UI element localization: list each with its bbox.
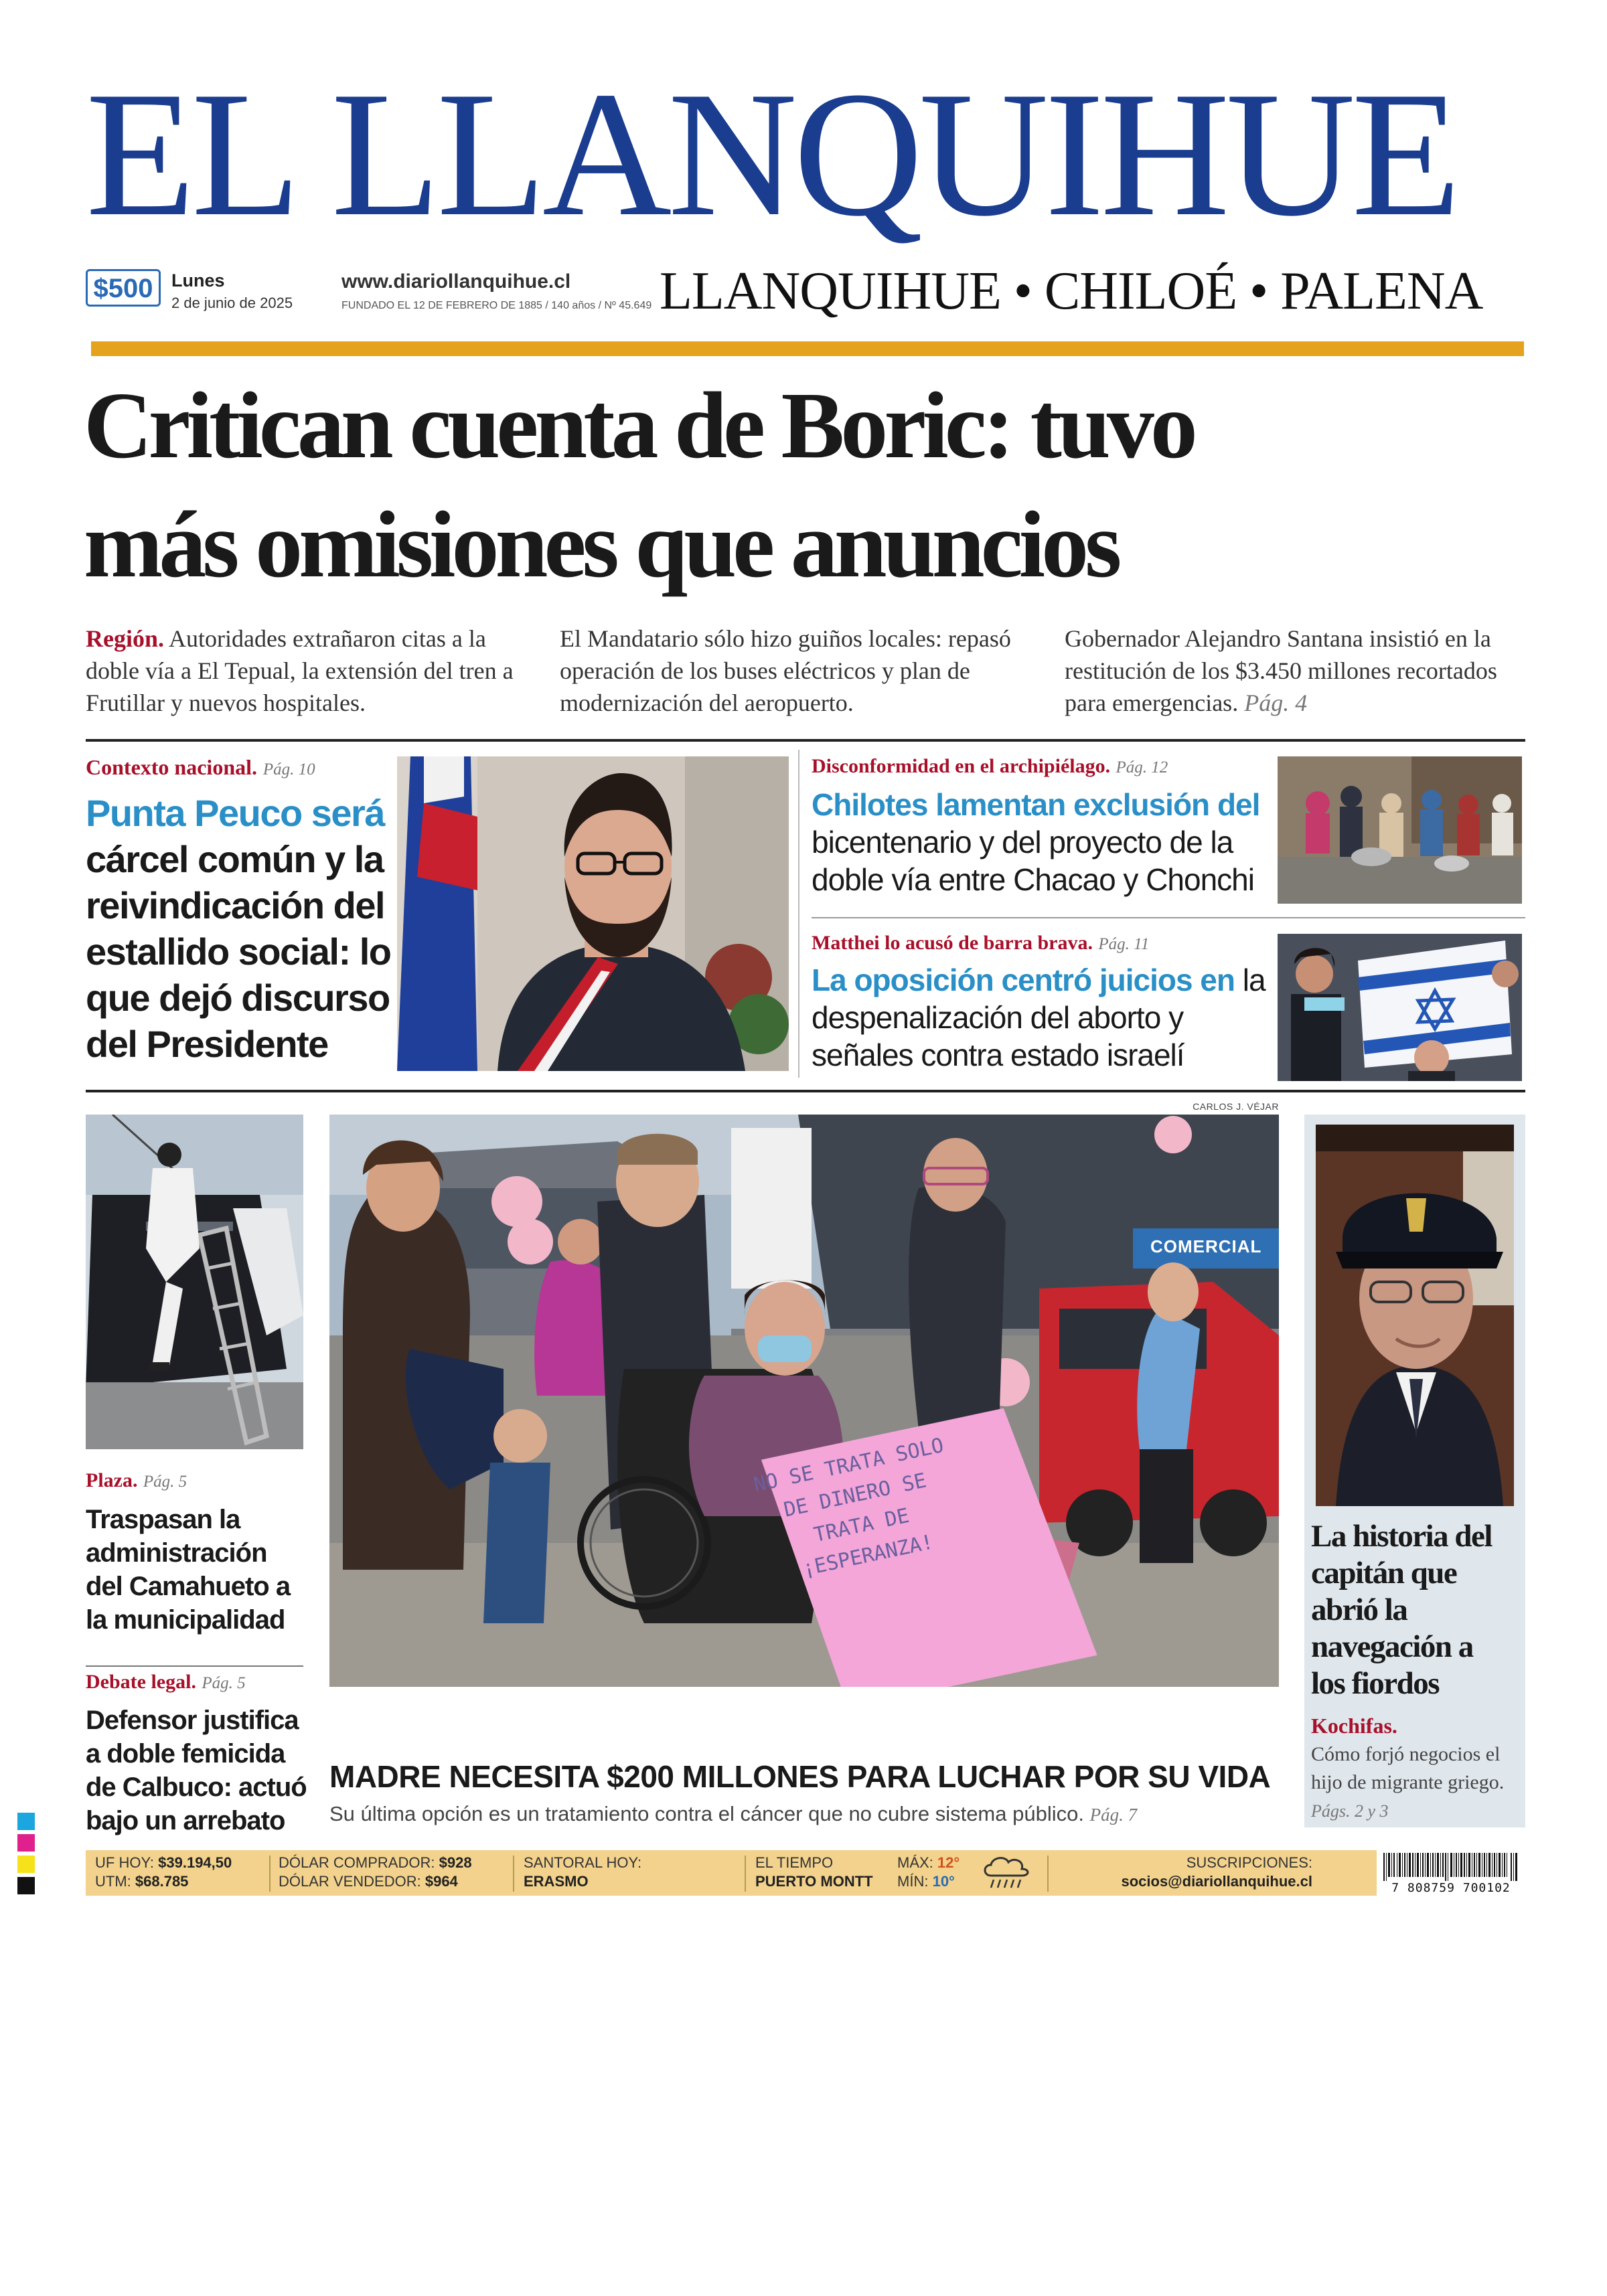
tiempo-label (755, 1854, 833, 1872)
reg-black (17, 1877, 35, 1894)
lead-col-3 (1065, 623, 1527, 719)
lead-col-1 (86, 623, 528, 719)
peuco-headline (86, 790, 394, 1067)
chilotes-headline-rest: bicentenario y del proyecto de la doble vía entre Chacao y Chonchi (812, 825, 1254, 897)
plaza-kicker-line (86, 1469, 187, 1492)
oposicion-kicker: Matthei lo acusó de barra brava. (812, 932, 1093, 954)
santoral-value: ERASMO (524, 1873, 589, 1890)
tiempo-city: PUERTO MONTT (755, 1873, 873, 1890)
orange-rule (91, 341, 1524, 356)
main-subtitle: Su última opción es un tratamiento contra el cáncer que no cubre sistema público. (329, 1802, 1084, 1825)
uf-line (95, 1854, 232, 1872)
protest-sign: NO SE TRATA SOLO DE DINERO SE TRATA DE ¡ESPERANZA! (751, 1433, 946, 1581)
subs-email[interactable]: socios@diariollanquihue.cl (1121, 1873, 1312, 1890)
storefront-sign: COMERCIAL (1150, 1236, 1262, 1256)
photo-main (329, 1115, 1279, 1687)
lead-headline-2: más omisiones que anuncios (84, 491, 1118, 597)
subs-label (1098, 1854, 1312, 1872)
reg-yellow (17, 1856, 35, 1873)
chilotes-kicker-line (812, 755, 1168, 778)
peuco-page: Pág. 10 (262, 760, 315, 778)
photo-credit: CARLOS J. VÉJAR (1193, 1101, 1279, 1112)
rule-lead (86, 739, 1525, 742)
dolar-vendedor-label: DÓLAR VENDEDOR: (279, 1873, 421, 1890)
issue-day: Lunes (171, 270, 225, 291)
issue-date: 2 de junio de 2025 (171, 295, 293, 311)
uf-label: UF HOY: (95, 1854, 155, 1871)
peuco-headline-rest: cárcel común y la reivindicación del estallido social: lo que dejó discurso del Presidente (86, 838, 391, 1065)
uf-value: $39.194,50 (158, 1854, 232, 1871)
price: $500 (93, 274, 153, 303)
regions: LLANQUIHUE • CHILOÉ • PALENA (660, 262, 1483, 321)
registration-marks (17, 1813, 35, 1896)
lead-col-3-page: Pág. 4 (1244, 689, 1308, 716)
plaza-page: Pág. 5 (143, 1473, 187, 1491)
santoral-label-text: SANTORAL HOY: (524, 1854, 642, 1871)
founded-line: FUNDADO EL 12 DE FEBRERO DE 1885 / 140 años / Nº 45.649 (341, 300, 652, 311)
dolar-comprador-line (279, 1854, 472, 1872)
capitan-headline: La historia del capitán que abrió la navegación a los fiordos (1311, 1519, 1492, 1701)
masthead-title: EL LLANQUIHUE (86, 54, 1458, 253)
reg-magenta (17, 1834, 35, 1852)
lead-col-1-kicker: Región. (86, 625, 164, 652)
max-line (897, 1854, 960, 1872)
photo-boric (397, 756, 789, 1071)
min-label: MÍN: (897, 1873, 929, 1890)
photo-capitan (1316, 1125, 1514, 1506)
dolar-vendedor-line (279, 1872, 458, 1890)
chilotes-headline (812, 786, 1280, 898)
dolar-comprador-value: $928 (439, 1854, 472, 1871)
photo-chilotes (1278, 756, 1522, 904)
chilotes-headline-blue: Chilotes lamentan exclusión del (812, 787, 1260, 822)
main-page: Pág. 7 (1089, 1805, 1138, 1825)
bar-sep-2 (513, 1856, 514, 1892)
subs-label-text: SUSCRIPCIONES: (1186, 1854, 1312, 1871)
min-value: 10° (932, 1873, 955, 1890)
bar-sep-3 (745, 1856, 746, 1892)
max-label: MÁX: (897, 1854, 933, 1871)
lead-headline-1: Critican cuenta de Boric: tuvo (84, 372, 1194, 478)
utm-label: UTM: (95, 1873, 131, 1890)
rule-left (86, 1665, 303, 1667)
utm-value: $68.785 (135, 1873, 189, 1890)
website[interactable]: www.diariollanquihue.cl (341, 270, 571, 293)
rain-cloud-icon (979, 1853, 1032, 1892)
capitan-page: Págs. 2 y 3 (1311, 1801, 1389, 1821)
dolar-comprador-label: DÓLAR COMPRADOR: (279, 1854, 435, 1871)
oposicion-page: Pág. 11 (1098, 935, 1150, 953)
plaza-headline: Traspasan la administración del Camahueto a la municipalidad (86, 1505, 291, 1635)
reg-cyan (17, 1813, 35, 1830)
debate-kicker: Debate legal. (86, 1671, 196, 1693)
barcode (1383, 1853, 1517, 1881)
bar-sep-1 (269, 1856, 271, 1892)
price-box (86, 269, 161, 307)
rule-right-mid (812, 917, 1525, 918)
max-value: 12° (937, 1854, 960, 1871)
photo-camahueto (86, 1115, 303, 1449)
dolar-vendedor-value: $964 (425, 1873, 458, 1890)
peuco-headline-blue: Punta Peuco será (86, 792, 384, 834)
chilotes-kicker: Disconformidad en el archipiélago. (812, 755, 1111, 777)
lead-col-3-text: Gobernador Alejandro Santana insistió en la restitución de los $3.450 millones recortados para emergencias. (1065, 625, 1497, 716)
peuco-kicker-line (86, 755, 315, 780)
lead-col-1-text: Autoridades extrañaron citas a la doble vía a El Tepual, la extensión del tren a Frutillar y nuevos hospitales. (86, 625, 514, 716)
oposicion-headline-rest: la despenalización del aborto y señales contra estado israelí (812, 963, 1266, 1072)
main-subtitle-line (329, 1801, 1287, 1828)
debate-headline: Defensor justifica a doble femicida de Calbuco: actuó bajo un arrebato (86, 1706, 307, 1835)
capitan-text (1311, 1740, 1512, 1825)
min-line (897, 1872, 955, 1890)
debate-page: Pág. 5 (202, 1674, 246, 1692)
tiempo-label-text: EL TIEMPO (755, 1854, 834, 1871)
oposicion-kicker-line (812, 932, 1149, 955)
santoral-label (524, 1854, 641, 1872)
bar-sep-4 (1047, 1856, 1049, 1892)
debate-kicker-line (86, 1671, 246, 1694)
oposicion-headline (812, 961, 1280, 1074)
barcode-number: 7 808759 700102 (1391, 1881, 1511, 1895)
capitan-kicker: Kochifas. (1311, 1714, 1397, 1738)
rule-mid (86, 1090, 1525, 1092)
plaza-kicker: Plaza. (86, 1469, 138, 1491)
lead-col-2: El Mandatario sólo hizo guiños locales: repasó operación de los buses eléctricos y plan de modernización del aeropuerto. (560, 625, 1011, 716)
utm-line (95, 1872, 188, 1890)
capitan-text-body: Cómo forjó negocios el hijo de migrante griego. (1311, 1743, 1505, 1793)
main-headline: MADRE NECESITA $200 MILLONES PARA LUCHAR POR SU VIDA (329, 1759, 1271, 1794)
vrule-top (798, 750, 799, 1078)
peuco-kicker: Contexto nacional. (86, 755, 257, 779)
photo-oposicion (1278, 934, 1522, 1081)
oposicion-headline-blue: La oposición centró juicios en (812, 963, 1235, 997)
chilotes-page: Pág. 12 (1116, 758, 1168, 776)
